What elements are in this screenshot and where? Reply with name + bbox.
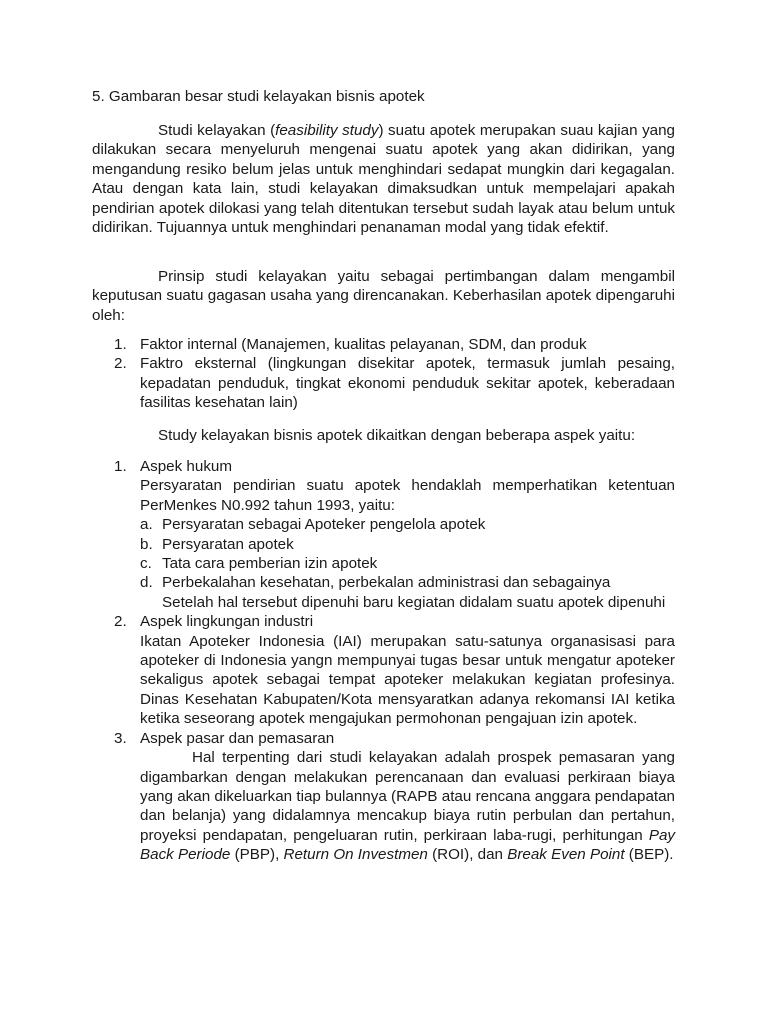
paragraph-aspects-intro: Study kelayakan bisnis apotek dikaitkan dengan beberapa aspek yaitu: (158, 427, 636, 444)
aspect-market: 3. Aspek pasar dan pemasaran Hal terpenting dari studi kelayakan adalah prospek pemasaran yang digambarkan dengan melakukan perencanaan dan evaluasi perkiraan biaya yang akan dikeluarkan tiap bulannya (RAPB atau rencana anggara pendapatan dan belanja) yang didalamnya mencakup biaya rutin perbulan dan pertahun, proyeksi pendapatan, pengeluaran rutin, perkiraan laba-rugi, perhitungan Pay Back Periode (PBP), Return On Investmen (ROI), dan Break Even Point (BEP). (114, 729, 675, 864)
aspect-title: Aspek pasar dan pemasaran (140, 729, 335, 747)
list-item: b. Persyaratan apotek (140, 535, 294, 553)
list-item: 1. Faktor internal (Manajemen, kualitas pelayanan, SDM, dan produk (114, 336, 587, 353)
aspect-text: Ikatan Apoteker Indonesia (IAI) merupakan satu-satunya organasisasi para apoteker di Indonesia yangn mempunyai tugas besar untuk mengatur apoteker sekaligus apotek sebagai tempat apoteker melakukan kegiatan profesinya. Dinas Kesehatan Kabupaten/Kota mensyaratkan adanya rekomansi IAI ketika ketika seseorang apotek mengajukan permohonan pengajuan izin apotek. (140, 632, 675, 728)
aspect-list (92, 457, 675, 865)
aspect-title: Aspek hukum (140, 458, 233, 475)
paragraph-principle: Prinsip studi kelayakan yaitu sebagai pertimbangan dalam mengambil keputusan suatu gagasan usaha yang direncanakan. Keberhasilan apotek dipengaruhi oleh: (92, 268, 675, 324)
aspect-text: Hal terpenting dari studi kelayakan adalah prospek pemasaran yang digambarkan dengan melakukan perencanaan dan evaluasi perkiraan biaya yang akan dikeluarkan tiap bulannya (RAPB atau rencana anggara pendapatan dan belanja) yang didalamnya mencakup biaya rutin perbulan dan pertahun, proyeksi pendapatan, pengeluaran rutin, perkiraan laba-rugi, perhitungan Pay Back Periode (PBP), Return On Investmen (ROI), dan Break Even Point (BEP). (140, 749, 675, 864)
aspect-industry: 2. Aspek lingkungan industri Ikatan Apoteker Indonesia (IAI) merupakan satu-satunya organasisasi para apoteker di Indonesia yangn mempunyai tugas besar untuk mengatur apoteker sekaligus apotek sebagai tempat apoteker melakukan kegiatan profesinya. Dinas Kesehatan Kabupaten/Kota mensyaratkan adanya rekomansi IAI ketika ketika seseorang apotek mengajukan permohonan pengajuan izin apotek. (114, 613, 675, 728)
aspect-text: Persyaratan pendirian suatu apotek hendaklah memperhatikan ketentuan PerMenkes N0.992 tahun 1993, yaitu: (140, 477, 675, 514)
list-item: a. Persyaratan sebagai Apoteker pengelola apotek (140, 516, 486, 534)
list-item: c. Tata cara pemberian izin apotek (140, 555, 378, 573)
aspect-title: Aspek lingkungan industri (140, 613, 314, 631)
section-heading: 5. Gambaran besar studi kelayakan bisnis apotek (92, 88, 425, 105)
paragraph-feasibility: Studi kelayakan (feasibility study) suatu apotek merupakan suau kajian yang dilakukan secara menyeluruh mengenai suatu apotek yang akan didirikan, yang mengandung resiko belum jelas untuk menghindari sedapat mungkin dari kegagalan. Atau dengan kata lain, studi kelayakan dimaksudkan untuk mempelajari apakah pendirian apotek dilokasi yang telah ditentukan tersebut sudah layak atau belum untuk didirikan. Tujuannya untuk menghindari penanaman modal yang tidak efektif. (92, 122, 675, 237)
list-item: 2. Faktro eksternal (lingkungan disekitar apotek, termasuk jumlah pesaing, kepadatan penduduk, tingkat ekonomi penduduk sekitar apotek, keberadaan fasilitas kesehatan lain) (114, 355, 675, 412)
aspect-closing: Setelah hal tersebut dipenuhi baru kegiatan didalam suatu apotek dipenuhi (162, 593, 666, 611)
aspect-legal: 1. Aspek hukum Persyaratan pendirian suatu apotek hendaklah memperhatikan ketentuan PerMenkes N0.992 tahun 1993, yaitu: a. Persyaratan sebagai Apoteker pengelola apotek b. Persyaratan apotek c. Tata cara pemberian izin apotek d. Perbekalahan kesehatan, perbekalan administrasi dan sebagainya Setelah hal tersebut dipenuhi baru kegiatan didalam suatu apotek dipenuhi (114, 458, 675, 611)
list-item: d. Perbekalahan kesehatan, perbekalan administrasi dan sebagainya (140, 574, 611, 592)
factor-list (92, 335, 675, 413)
